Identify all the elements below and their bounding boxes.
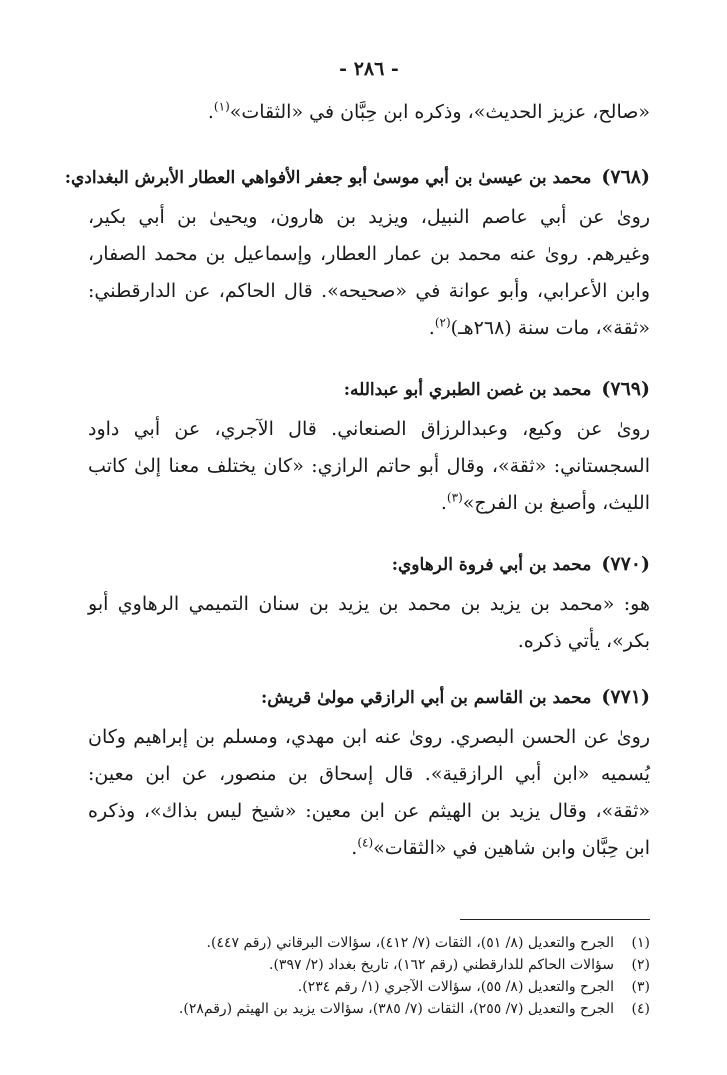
- entry-number: (٧٦٩): [601, 378, 650, 400]
- footnote-ref[interactable]: (١): [213, 99, 230, 114]
- entry-title: محمد بن غصن الطبري أبو عبدالله:: [343, 380, 592, 400]
- entry-number: (٧٦٨): [601, 166, 650, 188]
- entry-title: محمد بن عيسىٰ بن أبي موسىٰ أبو جعفر الأفواهي العطار الأبرش البغدادي:: [64, 168, 592, 188]
- footnote: [88, 998, 650, 1020]
- entry-body: هو: «محمد بن يزيد بن محمد بن يزيد بن سنان التميمي الرهاوي أبو بكر»، يأتي ذكره.: [88, 593, 650, 652]
- footnote-number: (١): [631, 935, 650, 951]
- entry-number: (٧٧٠): [601, 553, 650, 575]
- entry-heading: [88, 682, 650, 713]
- footnotes-list: [88, 932, 650, 1020]
- entry-title: محمد بن أبي فروة الرهاوي:: [391, 555, 592, 575]
- footnote-text: الجرح والتعديل (٨/ ٥٥)، سؤالات الآجري (١/ رقم ٢٣٤).: [297, 979, 614, 995]
- footnote-ref[interactable]: (٤): [357, 835, 374, 850]
- footnote: [88, 954, 650, 976]
- footnote-text: سؤالات الحاكم للدارقطني (رقم ١٦٢)، تاريخ بغداد (٢/ ٣٩٧).: [269, 957, 614, 973]
- entry-heading: [64, 162, 650, 193]
- entry-heading: [88, 374, 650, 405]
- book-page: [64, 52, 650, 1052]
- footnote: [88, 976, 650, 998]
- footnote-text: الجرح والتعديل (٨/ ٥١)، الثقات (٧/ ٤١٢)، سؤالات البرقاني (رقم ٤٤٧).: [206, 935, 614, 951]
- entry-heading: [88, 549, 650, 580]
- continuation-paragraph: «صالح، عزيز الحديث»، وذكره ابن حِبَّان في «الثقات»$^{(١)}$.: [207, 99, 650, 123]
- entry-title: محمد بن القاسم بن أبي الرازقي مولىٰ قريش:: [260, 688, 592, 708]
- entry-body: رویٰ عن وكيع، وعبدالرزاق الصنعاني. قال الآجري، عن أبي داود السجستاني: «ثقة»، وقال أبو حاتم الرازي: «كان يختلف معنا إلىٰ كاتب الليث، وأصبغ بن الفرج»$^{(٣)}$.: [88, 418, 650, 514]
- continuation-text: «صالح، عزيز الحديث»، وذكره ابن حِبَّان في «الثقات»: [229, 101, 650, 123]
- footnote-ref[interactable]: (٢): [434, 315, 451, 330]
- entry-number: (٧٧١): [601, 686, 650, 708]
- footnote-text: الجرح والتعديل (٧/ ٢٥٥)، الثقات (٧/ ٣٨٥)، سؤالات يزيد بن الهيثم (رقم٢٨).: [178, 1001, 614, 1017]
- footnote-number: (٣): [631, 979, 650, 995]
- footnote: [88, 932, 650, 954]
- footnote-number: (٤): [631, 1001, 650, 1017]
- footnote-number: (٢): [631, 957, 650, 973]
- footnote-ref[interactable]: (٣): [446, 490, 463, 505]
- footnote-divider: [460, 919, 650, 920]
- page-number: - ٢٨٦ -: [339, 58, 399, 80]
- entry-body: رویٰ عن الحسن البصري. رویٰ عنه ابن مهدي، ومسلم بن إبراهيم وكان يُسميه «ابن أبي الرازقية». قال إسحاق بن منصور، عن ابن معين: «ثقة»، وقال يزيد بن الهيثم عن ابن معين: «شيخ ليس بذاك»، وذكره ابن حِبَّان وابن شاهين في «الثقات»$^{(٤)}$.: [88, 726, 650, 859]
- entry-body: رویٰ عن أبي عاصم النبيل، ويزيد بن هارون، ويحيىٰ بن أبي بكير، وغيرهم. رویٰ عنه محمد بن عمار العطار، وإسماعيل بن محمد الصفار، وابن الأعرابي، وأبو عوانة في «صحيحه». قال الحاكم، عن الدارقطني: «ثقة»، مات سنة (٢٦٨هـ)$^{(٢)}$.: [88, 206, 650, 339]
